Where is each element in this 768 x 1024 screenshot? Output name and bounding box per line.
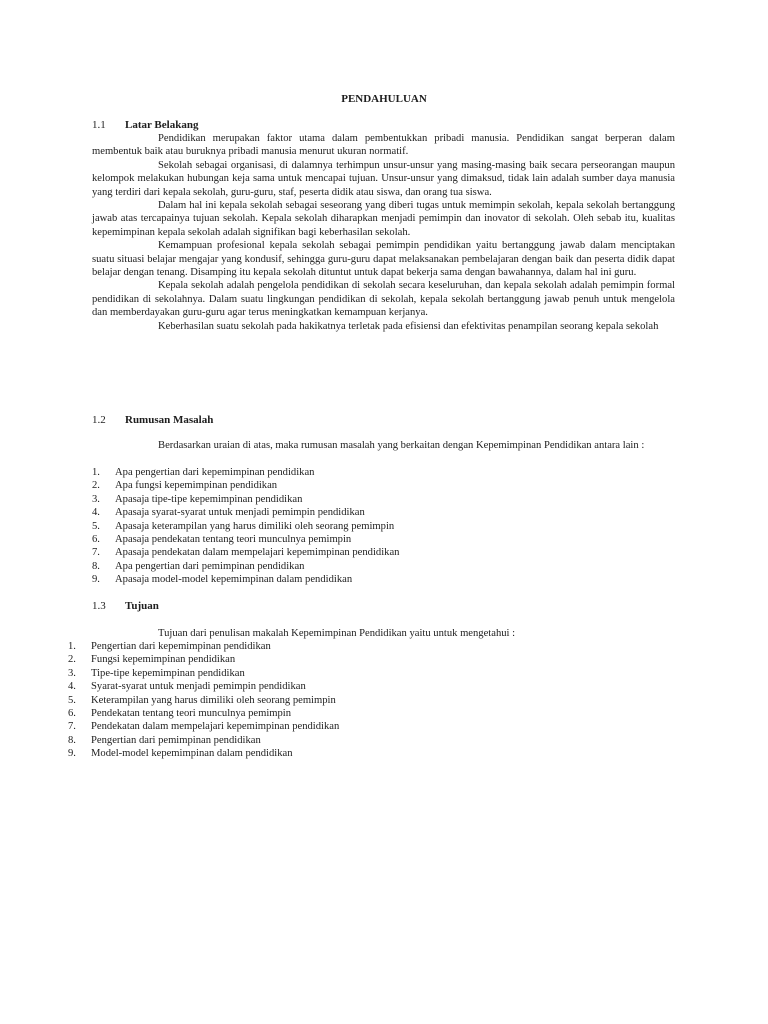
list-item: 8. Pengertian dari pemimpinan pendidikan	[68, 734, 261, 746]
list-item: 1. Pengertian dari kepemimpinan pendidikan	[68, 641, 271, 652]
section-heading-rumusan-masalah	[92, 414, 213, 427]
list-item: 9. Model-model kepemimpinan dalam pendidikan	[68, 748, 293, 760]
section-heading-latar-belakang	[92, 119, 198, 132]
list-item: 4. Apasaja syarat-syarat untuk menjadi pemimpin pendidikan	[92, 507, 365, 519]
section-title: Latar Belakang	[125, 119, 199, 131]
section-title: Tujuan	[125, 600, 159, 612]
section-intro-rumusan-masalah	[92, 439, 675, 452]
list-item: 7. Apasaja pendekatan dalam mempelajari kepemimpinan pendidikan	[92, 547, 400, 559]
list-item: 3. Apasaja tipe-tipe kepemimpinan pendidikan	[92, 493, 303, 505]
list-item: 7. Pendekatan dalam mempelajari kepemimpinan pendidikan	[68, 721, 340, 733]
list-item: 2. Apa fungsi kepemimpinan pendidikan	[92, 480, 278, 492]
paragraph: Kepala sekolah adalah pengelola pendidikan di sekolah secara keseluruhan, dan kepala sekolah adalah pemimpin formal pendidikan di sekolahnya. Dalam suatu lingkungan pendidikan di sekolah, kepala sekolah bertanggung jawab penuh untuk mengelola dan memberdayakan guru-guru agar terus meningkatkan kemampuan kerjanya.	[92, 280, 675, 319]
section-title: Rumusan Masalah	[125, 414, 214, 426]
section-number: 1.3	[92, 600, 106, 612]
list-item: 2. Fungsi kepemimpinan pendidikan	[68, 654, 236, 666]
list-item: 9. Apasaja model-model kepemimpinan dalam pendidikan	[92, 574, 353, 586]
section-body-latar-belakang	[92, 132, 675, 333]
list-item: 4. Syarat-syarat untuk menjadi pemimpin pendidikan	[68, 681, 306, 693]
paragraph: Kemampuan profesional kepala sekolah sebagai pemimpin pendidikan yaitu bertanggung jawab dalam menciptakan suatu situasi belajar mengajar yang kondusif, sehingga guru-guru dapat melaksanakan pembelajaran dengan baik dan peserta didik dapat belajar dengan tenang. Disamping itu kepala sekolah dituntut untuk dapat bekerja sama dengan bawahannya, dalam hal ini guru.	[92, 240, 675, 279]
paragraph: Tujuan dari penulisan makalah Kepemimpinan Pendidikan yaitu untuk mengetahui :	[158, 628, 516, 639]
paragraph: Pendidikan merupakan faktor utama dalam pembentukkan pribadi manusia. Pendidikan sangat berperan dalam membentuk baik atau buruknya pribadi manusia menurut ukuran normatif.	[92, 133, 675, 158]
section-number: 1.1	[92, 119, 106, 131]
problem-list	[92, 466, 399, 587]
paragraph: Berdasarkan uraian di atas, maka rumusan masalah yang berkaitan dengan Kepemimpinan Pendidikan antara lain :	[158, 440, 645, 451]
page-title: PENDAHULUAN	[341, 93, 427, 105]
paragraph: Dalam hal ini kepala sekolah sebagai seseorang yang diberi tugas untuk memimpin sekolah, kepala sekolah bertanggung jawab atas tercapainya tujuan sekolah. Kepala sekolah diharapkan menjadi pemimpin dan inovator di sekolah. Oleh sebab itu, kualitas kepemimpinan kepala sekolah adalah signifikan bagi keberhasilan sekolah.	[92, 200, 675, 238]
section-number: 1.2	[92, 414, 106, 426]
section-intro-tujuan	[92, 627, 675, 640]
list-item: 1. Apa pengertian dari kepemimpinan pendidikan	[92, 467, 315, 478]
paragraph: Keberhasilan suatu sekolah pada hakikatnya terletak pada efisiensi dan efektivitas penampilan seorang kepala sekolah	[158, 320, 659, 332]
paragraph: Sekolah sebagai organisasi, di dalamnya terhimpun unsur-unsur yang masing-masing baik secara perseorangan maupun kelompok melakukan hubungan keja sama untuk mencapai tujuan. Unsur-unsur yang dimaksud, tidak lain adalah sumber daya manusia yang terdiri dari kepala sekolah, guru-guru, staf, peserta didik atau siswa, dan orang tua siswa.	[92, 159, 675, 198]
list-item: 6. Apasaja pendekatan tentang teori munculnya pemimpin	[92, 534, 352, 546]
list-item: 6. Pendekatan tentang teori munculnya pemimpin	[68, 708, 292, 720]
list-item: 8. Apa pengertian dari pemimpinan pendidikan	[92, 560, 305, 572]
section-heading-tujuan	[92, 600, 159, 613]
list-item: 5. Keterampilan yang harus dimiliki oleh seorang pemimpin	[68, 694, 336, 706]
list-item: 5. Apasaja keterampilan yang harus dimiliki oleh seorang pemimpin	[92, 520, 395, 532]
objective-list	[68, 640, 339, 761]
list-item: 3. Tipe-tipe kepemimpinan pendidikan	[68, 667, 245, 679]
